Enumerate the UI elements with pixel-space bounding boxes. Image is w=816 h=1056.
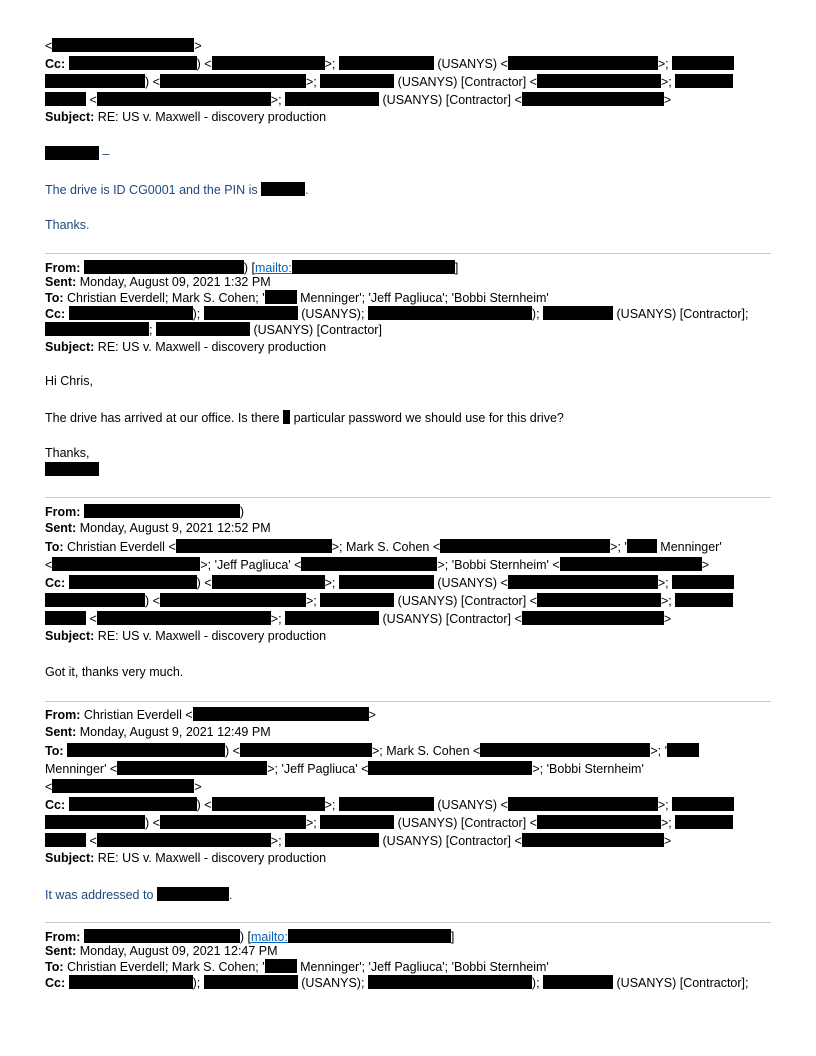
cc-line-3: < >; (USANYS) [Contractor] < > bbox=[45, 833, 671, 848]
redaction bbox=[283, 410, 290, 424]
message-separator bbox=[45, 701, 771, 702]
redaction bbox=[45, 593, 145, 607]
redaction bbox=[301, 557, 437, 571]
body-text: particular password we should use for this drive? bbox=[293, 411, 564, 425]
salutation-line bbox=[45, 146, 109, 161]
cc-line-3: < >; (USANYS) [Contractor] < > bbox=[45, 611, 671, 626]
from-label: From: bbox=[45, 708, 81, 722]
body-line: The drive is ID CG0001 and the PIN is . bbox=[45, 183, 309, 197]
body-line bbox=[45, 410, 564, 425]
org-tag: (USANYS); bbox=[301, 307, 365, 321]
recipient: Mark S. Cohen bbox=[386, 744, 470, 758]
org-tag: (USANYS) [Contractor] bbox=[253, 323, 382, 337]
sent-date: Monday, August 09, 2021 12:47 PM bbox=[79, 944, 278, 958]
redaction bbox=[543, 306, 613, 320]
redaction bbox=[212, 797, 325, 811]
quote: ' bbox=[624, 540, 627, 554]
redaction bbox=[265, 290, 297, 304]
org-tag: (USANYS) [Contractor] bbox=[397, 816, 527, 830]
to-line bbox=[45, 290, 549, 305]
recipient: Mark S. Cohen; bbox=[171, 291, 259, 305]
redaction bbox=[627, 539, 657, 553]
redaction bbox=[69, 797, 197, 811]
subject-line bbox=[45, 629, 326, 644]
subject-line bbox=[45, 340, 326, 355]
to-line: To: Christian Everdell < >; Mark S. Cohen < >; ' Menninger' bbox=[45, 540, 722, 554]
recipient: Menninger'; bbox=[300, 960, 366, 974]
sent-date: Monday, August 09, 2021 1:32 PM bbox=[79, 275, 271, 289]
redaction bbox=[288, 929, 451, 943]
redaction bbox=[176, 539, 332, 553]
recipient: Christian Everdell; bbox=[67, 291, 169, 305]
recipient: Menninger' bbox=[45, 762, 107, 776]
redaction bbox=[212, 56, 325, 70]
redaction bbox=[67, 743, 225, 757]
mailto-text: mailto: bbox=[251, 930, 288, 944]
body-text: It was addressed to bbox=[45, 888, 154, 902]
recipient: 'Bobbi Sternheim' bbox=[451, 960, 549, 974]
redaction bbox=[368, 306, 532, 320]
sent-line bbox=[45, 521, 271, 536]
recipient: Mark S. Cohen bbox=[346, 540, 430, 554]
redaction bbox=[339, 575, 434, 589]
redaction bbox=[69, 575, 197, 589]
sender: Christian Everdell bbox=[83, 708, 182, 722]
redaction bbox=[45, 74, 145, 88]
redaction bbox=[117, 761, 267, 775]
redaction bbox=[84, 504, 240, 518]
recipient: Mark S. Cohen; bbox=[171, 960, 259, 974]
sent-label: Sent: bbox=[45, 521, 77, 535]
message-separator bbox=[45, 253, 771, 254]
redaction bbox=[508, 56, 658, 70]
redaction bbox=[52, 779, 194, 793]
cc-line: Cc: ); (USANYS); ); (USANYS) [Contractor]; bbox=[45, 976, 749, 990]
cc-line: Cc: ); (USANYS); ); (USANYS) [Contractor]; bbox=[45, 307, 749, 321]
to-line bbox=[45, 959, 549, 974]
org-tag: (USANYS) bbox=[437, 798, 498, 812]
cc-line: Cc: ) < >; (USANYS) < >; bbox=[45, 797, 734, 812]
subject-text: RE: US v. Maxwell - discovery production bbox=[97, 110, 327, 124]
org-tag: (USANYS) bbox=[437, 57, 498, 71]
subject-line bbox=[45, 851, 326, 866]
message-separator bbox=[45, 922, 771, 923]
redaction bbox=[45, 322, 149, 336]
cc-label: Cc: bbox=[45, 576, 66, 590]
cc-line-2: ) < >; (USANYS) [Contractor] < >; bbox=[45, 74, 733, 89]
subject-text: RE: US v. Maxwell - discovery production bbox=[97, 629, 327, 643]
redaction bbox=[672, 575, 734, 589]
cc-line-2: ; (USANYS) [Contractor] bbox=[45, 322, 382, 337]
to-label: To: bbox=[45, 291, 64, 305]
redaction bbox=[672, 797, 734, 811]
redaction bbox=[368, 975, 532, 989]
redaction bbox=[537, 815, 661, 829]
redaction bbox=[320, 74, 394, 88]
body-line bbox=[45, 374, 93, 389]
redaction bbox=[261, 182, 305, 196]
cc-label: Cc: bbox=[45, 976, 66, 990]
redaction bbox=[204, 306, 298, 320]
redaction bbox=[508, 575, 658, 589]
greeting: Hi Chris, bbox=[45, 374, 93, 388]
redaction bbox=[522, 611, 664, 625]
recipient: 'Bobbi Sternheim' bbox=[451, 291, 549, 305]
recipient: 'Bobbi Sternheim' bbox=[546, 762, 644, 776]
redaction bbox=[522, 833, 664, 847]
org-tag: (USANYS) [Contractor] bbox=[397, 594, 527, 608]
recipient: 'Jeff Pagliuca' bbox=[214, 558, 291, 572]
redaction bbox=[157, 887, 229, 901]
redaction bbox=[265, 959, 297, 973]
recipient: Menninger' bbox=[660, 540, 722, 554]
closing: Thanks, bbox=[45, 446, 90, 460]
redaction bbox=[339, 797, 434, 811]
subject-text: RE: US v. Maxwell - discovery production bbox=[97, 851, 327, 865]
subject-label: Subject: bbox=[45, 110, 95, 124]
redaction bbox=[675, 815, 733, 829]
org-tag: (USANYS) [Contractor] bbox=[397, 75, 527, 89]
redaction bbox=[97, 833, 271, 847]
redaction bbox=[45, 462, 99, 476]
from-label: From: bbox=[45, 261, 81, 275]
from-label: From: bbox=[45, 930, 81, 944]
redaction bbox=[212, 575, 325, 589]
redaction bbox=[339, 56, 434, 70]
org-tag: (USANYS) [Contractor] bbox=[382, 612, 512, 626]
redaction bbox=[84, 929, 240, 943]
subject-label: Subject: bbox=[45, 629, 95, 643]
redaction bbox=[508, 797, 658, 811]
org-tag: (USANYS) bbox=[437, 576, 498, 590]
redaction bbox=[285, 611, 379, 625]
sent-date: Monday, August 9, 2021 12:49 PM bbox=[79, 725, 271, 739]
body-text: Thanks. bbox=[45, 218, 90, 232]
redaction bbox=[52, 38, 194, 52]
from-line: From: Christian Everdell < > bbox=[45, 708, 376, 722]
cc-line: Cc: ) < >; (USANYS) < >; bbox=[45, 575, 734, 590]
body-line bbox=[45, 446, 89, 461]
subject-line bbox=[45, 110, 326, 125]
sent-line bbox=[45, 944, 278, 959]
redaction bbox=[45, 92, 86, 106]
redaction bbox=[52, 557, 200, 571]
cc-line-3: < >; (USANYS) [Contractor] < > bbox=[45, 92, 671, 107]
dash: – bbox=[102, 147, 110, 161]
cc-line-2: ) < >; (USANYS) [Contractor] < >; bbox=[45, 593, 733, 608]
cc-label: Cc: bbox=[45, 307, 66, 321]
to-continuation-line: < > bbox=[45, 39, 202, 53]
redaction bbox=[320, 815, 394, 829]
redaction bbox=[45, 815, 145, 829]
redaction bbox=[480, 743, 650, 757]
redaction bbox=[160, 815, 306, 829]
redaction bbox=[675, 74, 733, 88]
recipient: 'Jeff Pagliuca'; bbox=[368, 291, 449, 305]
cc-line: Cc: ) < >; (USANYS) < >; bbox=[45, 56, 734, 71]
redaction bbox=[560, 557, 702, 571]
redaction bbox=[69, 975, 193, 989]
sent-label: Sent: bbox=[45, 275, 77, 289]
org-tag: (USANYS) [Contractor] bbox=[382, 834, 512, 848]
mailto-link[interactable] bbox=[251, 930, 451, 944]
to-line-3: < > bbox=[45, 780, 202, 794]
redaction bbox=[543, 975, 613, 989]
redaction bbox=[156, 322, 250, 336]
redaction bbox=[285, 833, 379, 847]
to-label: To: bbox=[45, 540, 64, 554]
quote: ' bbox=[664, 744, 667, 758]
redaction bbox=[84, 260, 244, 274]
cc-label: Cc: bbox=[45, 798, 66, 812]
redaction bbox=[285, 92, 379, 106]
body-text: The drive is ID CG0001 and the PIN is bbox=[45, 183, 258, 197]
sent-label: Sent: bbox=[45, 944, 77, 958]
to-label: To: bbox=[45, 744, 64, 758]
subject-label: Subject: bbox=[45, 340, 95, 354]
body-text: The drive has arrived at our office. Is there bbox=[45, 411, 280, 425]
sent-line bbox=[45, 725, 271, 740]
recipient: Christian Everdell bbox=[67, 540, 165, 554]
message-separator bbox=[45, 497, 771, 498]
redaction bbox=[292, 260, 455, 274]
mailto-link[interactable] bbox=[255, 261, 455, 275]
mailto-text: mailto: bbox=[255, 261, 292, 275]
body-line: It was addressed to . bbox=[45, 888, 233, 902]
to-line-2: Menninger' < >; 'Jeff Pagliuca' < >; 'Bobbi Sternheim' bbox=[45, 762, 644, 776]
redaction bbox=[97, 611, 271, 625]
redaction bbox=[69, 56, 197, 70]
quote: ' bbox=[262, 960, 265, 974]
redaction bbox=[204, 975, 298, 989]
redaction bbox=[664, 743, 699, 758]
redaction bbox=[45, 611, 86, 625]
quote: ' bbox=[262, 291, 265, 305]
from-line: From: ) [mailto: ] bbox=[45, 930, 455, 944]
redaction bbox=[45, 833, 86, 847]
body-text: Got it, thanks very much. bbox=[45, 665, 184, 679]
cc-line-2: ) < >; (USANYS) [Contractor] < >; bbox=[45, 815, 733, 830]
sent-date: Monday, August 9, 2021 12:52 PM bbox=[79, 521, 271, 535]
to-line-2: < >; 'Jeff Pagliuca' < >; 'Bobbi Sternheim' < > bbox=[45, 558, 709, 572]
redaction bbox=[240, 743, 372, 757]
redaction bbox=[160, 74, 306, 88]
redaction bbox=[160, 593, 306, 607]
redaction bbox=[672, 56, 734, 70]
redaction bbox=[45, 146, 99, 160]
recipient: Christian Everdell; bbox=[67, 960, 169, 974]
recipient: 'Bobbi Sternheim' bbox=[451, 558, 549, 572]
to-line: To: ) < >; Mark S. Cohen < >; ' bbox=[45, 743, 699, 758]
org-tag: (USANYS) [Contractor]; bbox=[616, 307, 749, 321]
body-line bbox=[45, 218, 89, 233]
redaction bbox=[368, 761, 532, 775]
from-label: From: bbox=[45, 505, 81, 519]
signature-line bbox=[45, 462, 99, 477]
redaction bbox=[193, 707, 369, 721]
redaction bbox=[320, 593, 394, 607]
redaction bbox=[675, 593, 733, 607]
org-tag: (USANYS); bbox=[301, 976, 365, 990]
to-label: To: bbox=[45, 960, 64, 974]
redaction bbox=[440, 539, 610, 553]
redaction bbox=[537, 593, 661, 607]
from-line: From: ) [mailto: ] bbox=[45, 261, 459, 275]
sent-label: Sent: bbox=[45, 725, 77, 739]
from-line: From: ) bbox=[45, 505, 245, 519]
body-line bbox=[45, 665, 183, 680]
redaction bbox=[522, 92, 664, 106]
org-tag: (USANYS) [Contractor] bbox=[382, 93, 512, 107]
recipient: Menninger'; bbox=[300, 291, 366, 305]
subject-text: RE: US v. Maxwell - discovery production bbox=[97, 340, 327, 354]
recipient: 'Jeff Pagliuca'; bbox=[368, 960, 449, 974]
cc-label: Cc: bbox=[45, 57, 66, 71]
sent-line bbox=[45, 275, 271, 290]
recipient: 'Jeff Pagliuca' bbox=[281, 762, 358, 776]
org-tag: (USANYS) [Contractor]; bbox=[616, 976, 749, 990]
subject-label: Subject: bbox=[45, 851, 95, 865]
redaction bbox=[537, 74, 661, 88]
redaction bbox=[97, 92, 271, 106]
redaction bbox=[69, 306, 193, 320]
